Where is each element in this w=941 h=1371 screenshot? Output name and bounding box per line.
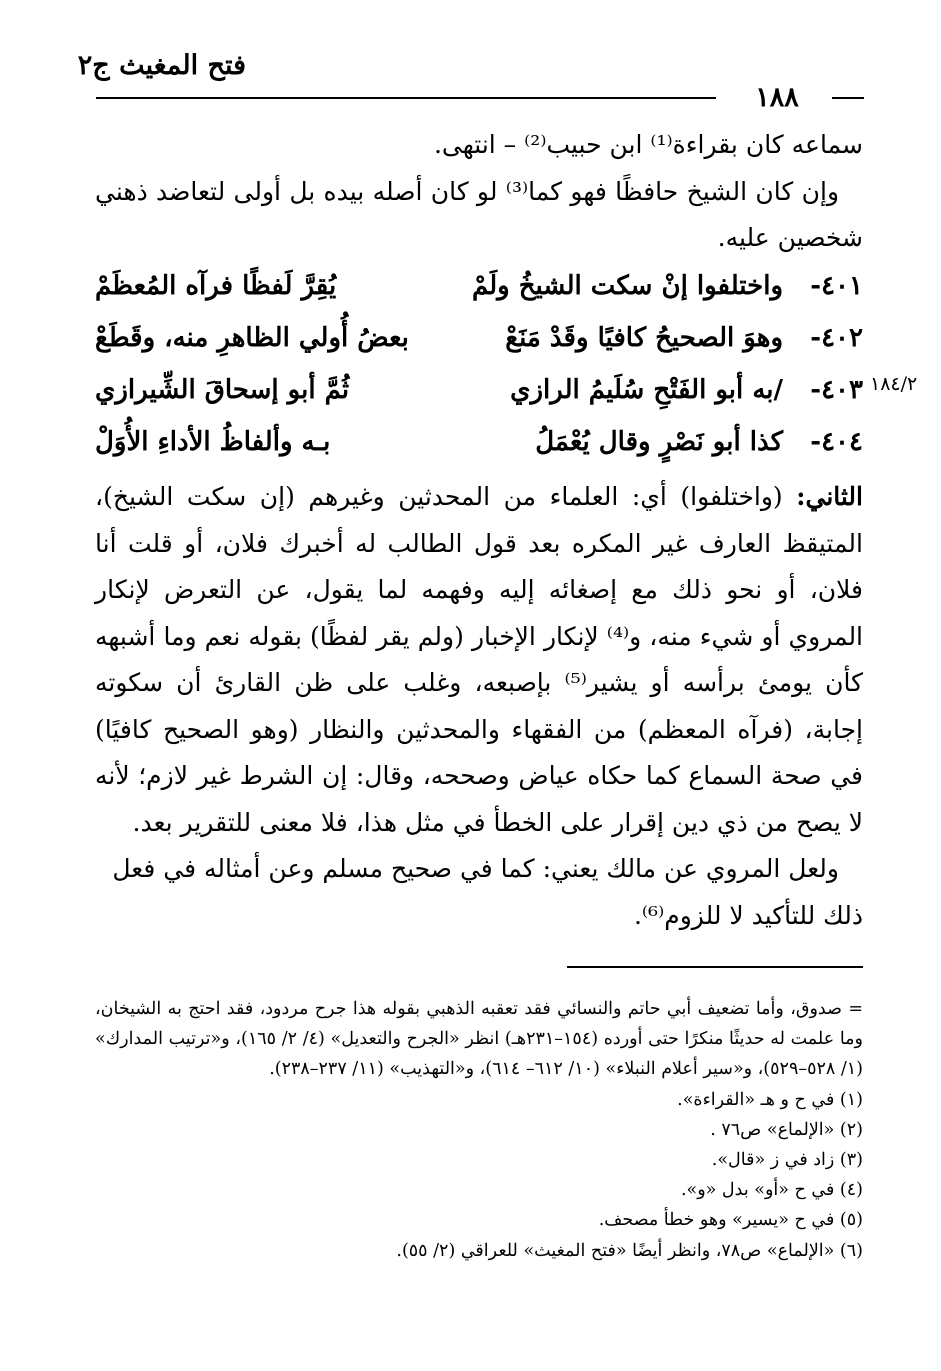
verse-number: ٤٠٢- <box>810 323 863 353</box>
intro-paragraph-2: وإن كان الشيخ حافظًا فهو كما⁽³⁾ لو كان أصله بيده بل أولى لتعاضد ذهني شخصين عليه. <box>95 176 863 252</box>
header-rule-short <box>832 97 864 99</box>
verse-first-hemistich: /به أبو الفَتْحِ سُلَيمُ الرازي <box>510 375 783 405</box>
commentary-paragraph-2: ولعل المروي عن مالك يعني: كما في صحيح مسلم وعن أمثاله في فعل ذلك للتأكيد لا للزوم⁽⁶⁾. <box>112 854 863 930</box>
verse-first-hemistich: واختلفوا إنْ سكت الشيخُ ولَمْ <box>471 271 783 301</box>
verse-401 <box>95 263 863 315</box>
footnote-2: (٢) «الإلماع» ص٧٦ . <box>710 1119 863 1140</box>
footnote-5: (٥) في ح «يسير» وهو خطأ مصحف. <box>598 1210 863 1231</box>
footnote-3: (٣) زاد في ز «قال». <box>711 1150 863 1171</box>
commentary-text <box>95 474 863 939</box>
verse-second-hemistich: ثُمَّ أبو إسحاقَ الشِّيرازي <box>95 375 350 405</box>
verse-second-hemistich: بعضُ أُولي الظاهرِ منه، وقَطَعْ <box>95 323 409 353</box>
footnote-separator <box>567 966 863 968</box>
commentary-paragraph-1 <box>95 474 863 846</box>
verse-404 <box>95 419 863 471</box>
footnote-1: (١) في ح و هـ «القراءة». <box>677 1089 863 1110</box>
verse-second-hemistich: يُقِرَّ لَفظًا فرآه المُعظَمْ <box>95 271 337 301</box>
verse-number: ٤٠١- <box>810 271 863 301</box>
verse-first-hemistich: وهوَ الصحيحُ كافيًا وقَدْ مَنَعْ <box>505 323 783 353</box>
commentary-lead: الثاني: <box>796 482 863 511</box>
footnote-4: (٤) في ح «أو» بدل «و». <box>680 1180 863 1201</box>
commentary-paragraph-1-text: (واختلفوا) أي: العلماء من المحدثين وغيرهم (إن سكت الشيخ)، المتيقظ العارف غير المكره بعد قول الطالب له أخبرك فلان، أو قلت أنا فلان، أو نحو ذلك مع إصغائه إليه وفهمه لما يقول، عن التعرض لإنكار المروي أو شيء منه، و⁽⁴⁾ لإنكار الإخبار (ولم يقر لفظًا) بقوله نعم وما أشبهه كأن يومئ برأسه أو يشير⁽⁵⁾ بإصبعه، وغلب على ظن القارئ أن سكوته إجابة، (فرآه المعظم) من الفقهاء والمحدثين والنظار (وهو الصحيح كافيًا) في صحة السماع كما حكاه عياض وصححه، وقال: إن الشرط غير لازم؛ لأنه لا يصح من ذي دين إقرار على الخطأ في مثل هذا، فلا معنى للتقرير بعد. <box>95 482 864 837</box>
intro-paragraph-1: سماعه كان بقراءة⁽¹⁾ ابن حبيب⁽²⁾ – انتهى. <box>433 130 863 159</box>
verse-number: ٤٠٤- <box>810 427 863 457</box>
margin-reference: ١٨٤/٢ <box>870 373 918 395</box>
intro-text <box>95 122 863 262</box>
verse-second-hemistich: بـه وألفاظُ الأداءِ الأُوَلْ <box>95 427 331 457</box>
page-number: ١٨٨ <box>755 82 799 113</box>
footnotes <box>95 994 863 1266</box>
footnote-6: (٦) «الإلماع» ص٧٨، وانظر أيضًا «فتح المغيث» للعراقي (٢/ ٥٥). <box>396 1240 863 1261</box>
verse-first-hemistich: كذا أبو نَصْرٍ وقال يُعْمَلُ <box>535 427 783 457</box>
header-rule <box>96 97 716 99</box>
verse-402 <box>95 315 863 367</box>
verse-403 <box>95 367 863 419</box>
poem-verses <box>95 263 863 471</box>
verse-number: ٤٠٣- <box>810 375 863 405</box>
running-title: فتح المغيث ج٢ <box>77 50 246 81</box>
footnote-continuation: = صدوق، وأما تضعيف أبي حاتم والنسائي فقد تعقبه الذهبي بقوله هذا جرح مردود، فقد احتج به الشيخان، وما علمت له حديثًا منكرًا حتى أورده (١٥٤–٢٣١هـ) انظر «الجرح والتعديل» (٤/ ٢/ ١٦٥)، و«ترتيب المدارك» (١/ ٥٢٨–٥٢٩)، و«سير أعلام النبلاء» (١٠/ ٦١٢– ٦١٤)، و«التهذيب» (١١/ ٢٣٧–٢٣٨). <box>95 999 863 1080</box>
